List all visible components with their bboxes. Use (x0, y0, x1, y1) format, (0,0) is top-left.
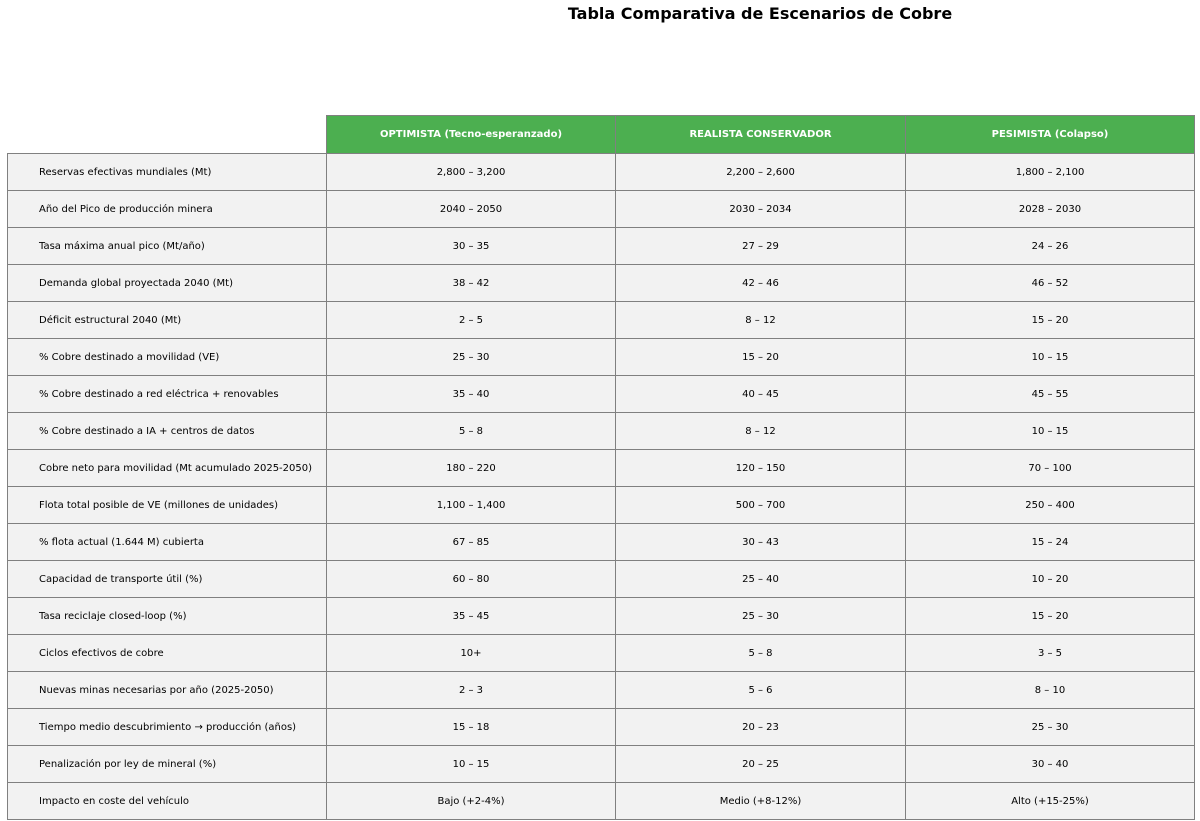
table-cell: 15 – 18 (327, 709, 616, 746)
row-label: % Cobre destinado a red eléctrica + renovables (8, 376, 327, 413)
table-cell: 5 – 8 (616, 635, 906, 672)
table-cell: 8 – 10 (906, 672, 1195, 709)
table-cell: Bajo (+2-4%) (327, 783, 616, 820)
table-cell: 2040 – 2050 (327, 191, 616, 228)
table-cell: 2 – 5 (327, 302, 616, 339)
table-cell: 67 – 85 (327, 524, 616, 561)
row-label: % Cobre destinado a movilidad (VE) (8, 339, 327, 376)
table-cell: 8 – 12 (616, 302, 906, 339)
table-cell: 2,800 – 3,200 (327, 154, 616, 191)
table-cell: 25 – 40 (616, 561, 906, 598)
corner-cell (8, 116, 327, 154)
column-header-pesimista: PESIMISTA (Colapso) (906, 116, 1195, 154)
row-label: Flota total posible de VE (millones de unidades) (8, 487, 327, 524)
table-cell: 15 – 24 (906, 524, 1195, 561)
table-row (8, 376, 1195, 413)
table-cell: 15 – 20 (906, 302, 1195, 339)
table-row (8, 487, 1195, 524)
table-row (8, 524, 1195, 561)
table-cell: 250 – 400 (906, 487, 1195, 524)
table-cell: 1,100 – 1,400 (327, 487, 616, 524)
table-cell: 3 – 5 (906, 635, 1195, 672)
table-row (8, 783, 1195, 820)
table-cell: 45 – 55 (906, 376, 1195, 413)
table-cell: 120 – 150 (616, 450, 906, 487)
row-label: Cobre neto para movilidad (Mt acumulado 2025-2050) (8, 450, 327, 487)
table-row (8, 302, 1195, 339)
table-row (8, 598, 1195, 635)
table-cell: 35 – 45 (327, 598, 616, 635)
comparison-table (7, 115, 1195, 820)
table-cell: 30 – 43 (616, 524, 906, 561)
row-label: % flota actual (1.644 M) cubierta (8, 524, 327, 561)
row-label: Demanda global proyectada 2040 (Mt) (8, 265, 327, 302)
table-cell: 30 – 35 (327, 228, 616, 265)
table-row (8, 635, 1195, 672)
table-row (8, 450, 1195, 487)
table-cell: 20 – 23 (616, 709, 906, 746)
table-cell: 25 – 30 (327, 339, 616, 376)
table-cell: 42 – 46 (616, 265, 906, 302)
table-cell: 25 – 30 (906, 709, 1195, 746)
chart-title: Tabla Comparativa de Escenarios de Cobre (567, 4, 953, 23)
table-row (8, 191, 1195, 228)
table-cell: 70 – 100 (906, 450, 1195, 487)
table-cell: 38 – 42 (327, 265, 616, 302)
table-cell: 10+ (327, 635, 616, 672)
row-label: Reservas efectivas mundiales (Mt) (8, 154, 327, 191)
table-cell: 15 – 20 (616, 339, 906, 376)
table-cell: 2 – 3 (327, 672, 616, 709)
table-cell: 8 – 12 (616, 413, 906, 450)
table-row (8, 746, 1195, 783)
table-row (8, 339, 1195, 376)
table-cell: 10 – 15 (906, 413, 1195, 450)
table-cell: Medio (+8-12%) (616, 783, 906, 820)
table-cell: 27 – 29 (616, 228, 906, 265)
row-label: Ciclos efectivos de cobre (8, 635, 327, 672)
table-cell: 15 – 20 (906, 598, 1195, 635)
table-row (8, 672, 1195, 709)
table-cell: 10 – 15 (906, 339, 1195, 376)
table-row (8, 413, 1195, 450)
row-label: Capacidad de transporte útil (%) (8, 561, 327, 598)
table-cell: 2030 – 2034 (616, 191, 906, 228)
table-cell: 1,800 – 2,100 (906, 154, 1195, 191)
row-label: % Cobre destinado a IA + centros de datos (8, 413, 327, 450)
row-label: Tasa reciclaje closed-loop (%) (8, 598, 327, 635)
table-cell: 46 – 52 (906, 265, 1195, 302)
table-row (8, 154, 1195, 191)
column-header-optimista: OPTIMISTA (Tecno-esperanzado) (327, 116, 616, 154)
table-cell: 180 – 220 (327, 450, 616, 487)
table-cell: 40 – 45 (616, 376, 906, 413)
table-row (8, 228, 1195, 265)
table-cell: 2,200 – 2,600 (616, 154, 906, 191)
table-row (8, 709, 1195, 746)
table-cell: 60 – 80 (327, 561, 616, 598)
row-label: Penalización por ley de mineral (%) (8, 746, 327, 783)
table-body (8, 154, 1195, 820)
row-label: Año del Pico de producción minera (8, 191, 327, 228)
table-cell: 5 – 8 (327, 413, 616, 450)
row-label: Déficit estructural 2040 (Mt) (8, 302, 327, 339)
table-cell: 10 – 20 (906, 561, 1195, 598)
table-cell: 35 – 40 (327, 376, 616, 413)
table-cell: 25 – 30 (616, 598, 906, 635)
column-header-realista: REALISTA CONSERVADOR (616, 116, 906, 154)
row-label: Impacto en coste del vehículo (8, 783, 327, 820)
table-row (8, 265, 1195, 302)
table-cell: 10 – 15 (327, 746, 616, 783)
table-cell: 24 – 26 (906, 228, 1195, 265)
row-label: Nuevas minas necesarias por año (2025-2050) (8, 672, 327, 709)
table-cell: 5 – 6 (616, 672, 906, 709)
table-cell: 2028 – 2030 (906, 191, 1195, 228)
table-cell: 20 – 25 (616, 746, 906, 783)
table-cell: 30 – 40 (906, 746, 1195, 783)
table-cell: 500 – 700 (616, 487, 906, 524)
header-row (8, 116, 1195, 154)
table-cell: Alto (+15-25%) (906, 783, 1195, 820)
table-row (8, 561, 1195, 598)
row-label: Tasa máxima anual pico (Mt/año) (8, 228, 327, 265)
row-label: Tiempo medio descubrimiento → producción (años) (8, 709, 327, 746)
